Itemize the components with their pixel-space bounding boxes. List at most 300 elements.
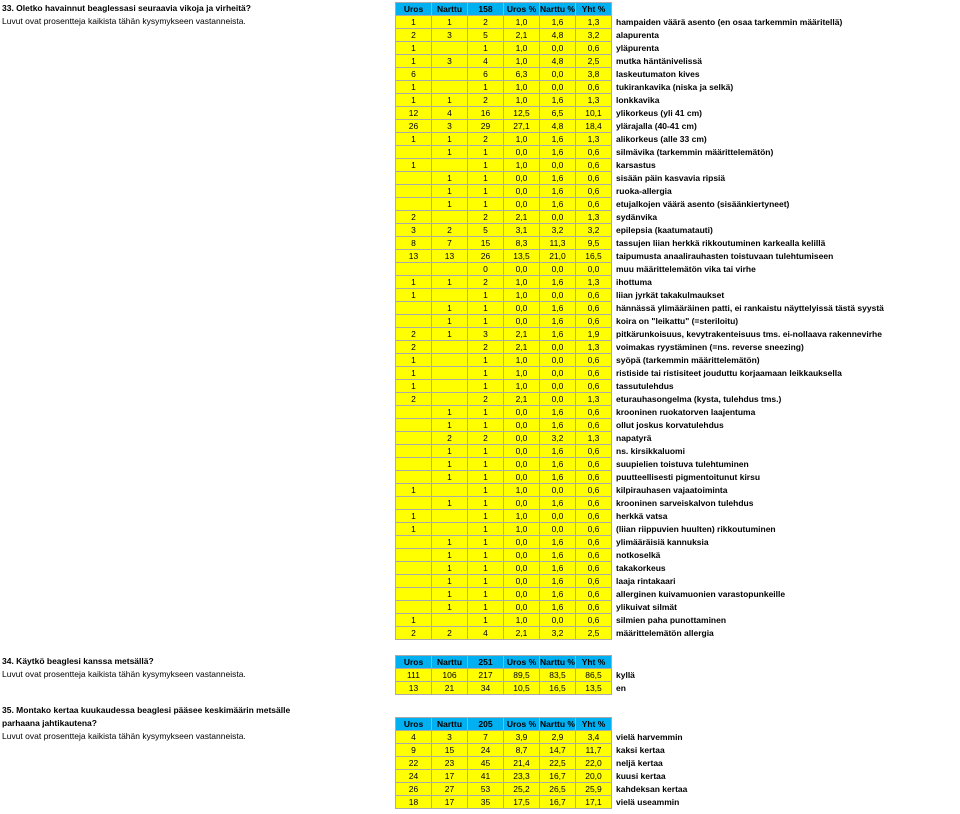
table-cell: 0,6: [576, 471, 612, 484]
row-label: ylikuivat silmät: [616, 602, 677, 612]
table-cell: 3,2: [540, 432, 576, 445]
table-cell: 4,8: [540, 120, 576, 133]
table-cell: 1,6: [540, 445, 576, 458]
table-row: [396, 588, 917, 601]
table-row: [396, 263, 917, 276]
question-35-note: Luvut ovat prosentteja kaikista tähän kysymykseen vastanneista.: [2, 731, 246, 741]
row-label: voimakas ryystäminen (=ns. reverse sneezing): [616, 342, 804, 352]
table-cell: 1: [468, 354, 504, 367]
row-label: krooninen ruokatorven laajentuma: [616, 407, 756, 417]
table-cell: 1: [432, 471, 468, 484]
table-row: [396, 471, 917, 484]
table-row: [396, 682, 917, 695]
table-row: [396, 458, 917, 471]
row-label: ollut joskus korvatulehdus: [616, 420, 724, 430]
table-cell: 11,7: [576, 744, 612, 757]
table-cell: 1,3: [576, 432, 612, 445]
column-header: Uros: [396, 3, 432, 16]
table-cell: 6,3: [504, 68, 540, 81]
table-cell: [396, 497, 432, 510]
table-cell: 1: [396, 510, 432, 523]
table-cell: [396, 549, 432, 562]
column-header: Uros: [396, 718, 432, 731]
table-cell: 0,0: [540, 42, 576, 55]
table-row: [396, 614, 917, 627]
table-cell: 1: [468, 419, 504, 432]
table-cell: 9,5: [576, 237, 612, 250]
table-cell: 2: [468, 16, 504, 29]
table-cell: 5: [468, 224, 504, 237]
table-cell: 0,6: [576, 159, 612, 172]
header-spacer: [612, 656, 917, 669]
row-label: kyllä: [616, 670, 635, 680]
table-cell: 2,1: [504, 627, 540, 640]
table-cell: 3,2: [540, 224, 576, 237]
table-row: [396, 770, 917, 783]
question-33: [2, 2, 251, 28]
table-cell: 2: [396, 29, 432, 42]
table-cell: 1: [468, 146, 504, 159]
table-cell: 1: [468, 159, 504, 172]
table-row: [396, 211, 917, 224]
table-cell: 0,0: [504, 445, 540, 458]
table-cell: 21: [432, 682, 468, 695]
table-row: [396, 367, 917, 380]
table-cell: [396, 406, 432, 419]
table-cell: 45: [468, 757, 504, 770]
table-cell: 4,8: [540, 55, 576, 68]
table-cell: 0,6: [576, 562, 612, 575]
row-label: alapurenta: [616, 30, 659, 40]
table-cell: [432, 211, 468, 224]
table-cell: 1: [468, 445, 504, 458]
table-cell: 16: [468, 107, 504, 120]
table-cell: 1: [468, 198, 504, 211]
table-header-row: [396, 3, 917, 16]
table-cell: 1,6: [540, 276, 576, 289]
table-cell: 1,6: [540, 588, 576, 601]
table-cell: 0,6: [576, 81, 612, 94]
table-cell: 34: [468, 682, 504, 695]
table-cell: 26: [468, 250, 504, 263]
table-cell: 2,1: [504, 211, 540, 224]
table-cell: 24: [396, 770, 432, 783]
table-cell: 1,6: [540, 315, 576, 328]
table-cell: 0,6: [576, 549, 612, 562]
table-cell: 13: [396, 250, 432, 263]
row-label: vielä harvemmin: [616, 732, 683, 742]
row-label: suupielien toistuva tulehtuminen: [616, 459, 749, 469]
table-cell: 0,6: [576, 484, 612, 497]
table-cell: 1: [432, 562, 468, 575]
question-35: [2, 704, 290, 743]
table-cell: 0,6: [576, 601, 612, 614]
table-cell: 1: [396, 55, 432, 68]
table-cell: 1: [432, 172, 468, 185]
table-cell: 17: [432, 770, 468, 783]
table-cell: 1: [432, 458, 468, 471]
row-label: eturauhasongelma (kysta, tulehdus tms.): [616, 394, 782, 404]
table-cell: 0,6: [576, 42, 612, 55]
row-label: krooninen sarveiskalvon tulehdus: [616, 498, 754, 508]
table-cell: 1,6: [540, 601, 576, 614]
table-cell: 3,2: [540, 627, 576, 640]
table-row: [396, 796, 917, 809]
table-cell: 16,5: [540, 682, 576, 695]
table-cell: [432, 393, 468, 406]
table-cell: 89,5: [504, 669, 540, 682]
table-cell: 15: [468, 237, 504, 250]
table-cell: 1,6: [540, 458, 576, 471]
table-cell: 1: [432, 185, 468, 198]
table-cell: 0,0: [540, 523, 576, 536]
row-label: sisään päin kasvavia ripsiä: [616, 173, 726, 183]
table-cell: 16,5: [576, 250, 612, 263]
table-cell: 1: [468, 289, 504, 302]
table-cell: 2: [396, 627, 432, 640]
table-cell: 1,6: [540, 16, 576, 29]
table-cell: 1,3: [576, 393, 612, 406]
table-row: [396, 159, 917, 172]
table-cell: 1,6: [540, 562, 576, 575]
table-cell: 0,0: [504, 575, 540, 588]
table-cell: 1,0: [504, 510, 540, 523]
table-row: [396, 68, 917, 81]
table-cell: 83,5: [540, 669, 576, 682]
table-cell: [396, 575, 432, 588]
table-cell: 4: [468, 627, 504, 640]
table-cell: 1: [432, 328, 468, 341]
table-cell: 0,6: [576, 146, 612, 159]
table-cell: 1,3: [576, 133, 612, 146]
question-34-note: Luvut ovat prosentteja kaikista tähän kysymykseen vastanneista.: [2, 669, 246, 679]
table-row: [396, 133, 917, 146]
column-header: 158: [468, 3, 504, 16]
table-cell: 0,6: [576, 536, 612, 549]
table-row: [396, 354, 917, 367]
table-row: [396, 445, 917, 458]
table-cell: 0,0: [504, 588, 540, 601]
table-cell: 1: [396, 81, 432, 94]
table-cell: 3,9: [504, 731, 540, 744]
table-cell: 1: [468, 471, 504, 484]
table-cell: 41: [468, 770, 504, 783]
row-label: etujalkojen väärä asento (sisäänkiertyneet): [616, 199, 790, 209]
table-row: [396, 224, 917, 237]
table-cell: 1,6: [540, 406, 576, 419]
table-cell: 1,3: [576, 211, 612, 224]
table-cell: 1: [468, 575, 504, 588]
row-label: takakorkeus: [616, 563, 666, 573]
table-cell: 1: [468, 562, 504, 575]
row-label: karsastus: [616, 160, 656, 170]
table-cell: 8,7: [504, 744, 540, 757]
table-cell: [396, 432, 432, 445]
table-cell: 0,0: [540, 81, 576, 94]
table-cell: 1: [468, 302, 504, 315]
table-row: [396, 419, 917, 432]
table-cell: 106: [432, 669, 468, 682]
table-cell: 1,6: [540, 497, 576, 510]
table-cell: 0,0: [504, 549, 540, 562]
header-spacer: [612, 3, 917, 16]
table-cell: [396, 471, 432, 484]
table-cell: 0,6: [576, 497, 612, 510]
table-cell: 1,0: [504, 523, 540, 536]
table-cell: [432, 614, 468, 627]
table-cell: 2,5: [576, 627, 612, 640]
table-cell: 1: [468, 185, 504, 198]
row-label: en: [616, 683, 626, 693]
table-cell: 1: [468, 315, 504, 328]
table-cell: [396, 172, 432, 185]
row-label: tukirankavika (niska ja selkä): [616, 82, 734, 92]
question-35-table: [395, 717, 917, 809]
table-row: [396, 549, 917, 562]
table-cell: 0,6: [576, 588, 612, 601]
table-row: [396, 276, 917, 289]
table-cell: 0,6: [576, 302, 612, 315]
table-cell: 1: [396, 614, 432, 627]
row-label: taipumusta anaalirauhasten toistuvaan tulehtumiseen: [616, 251, 834, 261]
table-cell: 4: [468, 55, 504, 68]
table-cell: 2: [468, 94, 504, 107]
table-cell: 1,0: [504, 133, 540, 146]
table-row: [396, 484, 917, 497]
table-cell: 17: [432, 796, 468, 809]
table-cell: 0,6: [576, 458, 612, 471]
table-cell: 0,0: [504, 315, 540, 328]
table-cell: 13: [432, 250, 468, 263]
row-label: ylärajalla (40-41 cm): [616, 121, 697, 131]
table-cell: 1: [432, 302, 468, 315]
table-cell: 0,0: [540, 614, 576, 627]
table-cell: 23: [432, 757, 468, 770]
column-header: Uros %: [504, 3, 540, 16]
table-cell: 24: [468, 744, 504, 757]
table-cell: 0,0: [504, 536, 540, 549]
table-cell: 2: [432, 224, 468, 237]
table-row: [396, 250, 917, 263]
table-cell: 25,2: [504, 783, 540, 796]
table-cell: [396, 562, 432, 575]
table-cell: 0,6: [576, 523, 612, 536]
table-cell: 3,2: [576, 29, 612, 42]
table-cell: 7: [432, 237, 468, 250]
row-label: ylikorkeus (yli 41 cm): [616, 108, 702, 118]
table-row: [396, 146, 917, 159]
table-cell: 21,0: [540, 250, 576, 263]
row-label: sydänvika: [616, 212, 658, 222]
table-cell: 3,4: [576, 731, 612, 744]
row-label: allerginen kuivamuonien varastopunkeille: [616, 589, 786, 599]
table-cell: 0,0: [540, 484, 576, 497]
table-cell: 1,0: [504, 289, 540, 302]
table-cell: 1,6: [540, 471, 576, 484]
table-cell: 10,1: [576, 107, 612, 120]
table-cell: 1: [432, 549, 468, 562]
table-cell: 1: [396, 94, 432, 107]
table-cell: 18: [396, 796, 432, 809]
table-row: [396, 757, 917, 770]
row-label: herkkä vatsa: [616, 511, 668, 521]
table-cell: 0,6: [576, 575, 612, 588]
table-cell: 0,6: [576, 614, 612, 627]
table-row: [396, 562, 917, 575]
row-label: hampaiden väärä asento (en osaa tarkemmin määritellä): [616, 17, 843, 27]
table-cell: 16,7: [540, 796, 576, 809]
table-cell: 1: [396, 354, 432, 367]
table-cell: 12: [396, 107, 432, 120]
table-cell: 1: [396, 42, 432, 55]
table-cell: 1: [432, 536, 468, 549]
table-row: [396, 81, 917, 94]
table-cell: 1: [432, 315, 468, 328]
table-cell: 1,6: [540, 146, 576, 159]
row-label: pitkärunkoisuus, kevytrakenteisuus tms. ei-nollaava rakennevirhe: [616, 329, 882, 339]
table-cell: 2,9: [540, 731, 576, 744]
row-label: kahdeksan kertaa: [616, 784, 688, 794]
table-cell: 1,6: [540, 302, 576, 315]
column-header: Yht %: [576, 718, 612, 731]
table-cell: 1: [432, 94, 468, 107]
row-label: tassujen liian herkkä rikkoutuminen karkealla kelillä: [616, 238, 826, 248]
table-cell: 4: [396, 731, 432, 744]
table-cell: 0,0: [540, 367, 576, 380]
table-cell: 0,6: [576, 419, 612, 432]
table-cell: 1: [432, 276, 468, 289]
table-cell: [432, 341, 468, 354]
table-cell: 1: [432, 198, 468, 211]
table-cell: [396, 536, 432, 549]
table-cell: [432, 354, 468, 367]
column-header: Narttu: [432, 3, 468, 16]
table-cell: 13: [396, 682, 432, 695]
table-cell: 35: [468, 796, 504, 809]
question-34-title: 34. Käytkö beaglesi kanssa metsällä?: [2, 656, 154, 666]
table-cell: 14,7: [540, 744, 576, 757]
table-cell: 7: [468, 731, 504, 744]
table-cell: 1,6: [540, 172, 576, 185]
table-cell: 1: [468, 601, 504, 614]
table-cell: 23,3: [504, 770, 540, 783]
table-row: [396, 744, 917, 757]
table-cell: 2,1: [504, 328, 540, 341]
table-cell: 2: [468, 432, 504, 445]
table-cell: 0,6: [576, 315, 612, 328]
table-cell: 3: [432, 29, 468, 42]
table-cell: 2: [468, 341, 504, 354]
table-cell: 1,0: [504, 42, 540, 55]
table-cell: 1: [432, 588, 468, 601]
table-cell: 22,0: [576, 757, 612, 770]
table-cell: 3: [432, 731, 468, 744]
table-header-row: [396, 718, 917, 731]
table-cell: 1,3: [576, 16, 612, 29]
table-cell: 1: [396, 484, 432, 497]
table-cell: 25,9: [576, 783, 612, 796]
column-header: 251: [468, 656, 504, 669]
table-row: [396, 198, 917, 211]
table-row: [396, 406, 917, 419]
table-cell: 1,3: [576, 94, 612, 107]
table-cell: [396, 445, 432, 458]
table-cell: 1: [468, 523, 504, 536]
table-cell: 1: [396, 16, 432, 29]
row-label: kilpirauhasen vajaatoiminta: [616, 485, 728, 495]
table-cell: 1: [432, 146, 468, 159]
row-label: ns. kirsikkaluomi: [616, 446, 685, 456]
table-cell: 2,5: [576, 55, 612, 68]
table-header-row: [396, 656, 917, 669]
table-cell: 1,0: [504, 55, 540, 68]
table-cell: 0,6: [576, 198, 612, 211]
table-cell: 4: [432, 107, 468, 120]
table-cell: 22,5: [540, 757, 576, 770]
table-cell: 6: [396, 68, 432, 81]
row-label: notkoselkä: [616, 550, 661, 560]
row-label: puutteellisesti pigmentoitunut kirsu: [616, 472, 761, 482]
table-cell: 1,3: [576, 276, 612, 289]
table-cell: 26,5: [540, 783, 576, 796]
table-cell: [432, 68, 468, 81]
table-cell: 1: [468, 549, 504, 562]
question-33-note: Luvut ovat prosentteja kaikista tähän kysymykseen vastanneista.: [2, 16, 246, 26]
table-cell: 5: [468, 29, 504, 42]
table-cell: 0,0: [540, 354, 576, 367]
table-cell: 0,6: [576, 185, 612, 198]
table-cell: 0,0: [504, 562, 540, 575]
table-cell: 1: [468, 81, 504, 94]
table-cell: 1: [432, 601, 468, 614]
table-cell: 1: [396, 289, 432, 302]
table-cell: 1,0: [504, 81, 540, 94]
table-cell: [432, 42, 468, 55]
table-cell: [396, 601, 432, 614]
table-cell: 1,0: [504, 367, 540, 380]
table-cell: 1,0: [504, 484, 540, 497]
table-cell: 0,6: [576, 289, 612, 302]
table-cell: 0,0: [540, 263, 576, 276]
table-cell: 3,8: [576, 68, 612, 81]
row-label: määrittelemätön allergia: [616, 628, 714, 638]
table-cell: [396, 419, 432, 432]
table-cell: 1,6: [540, 549, 576, 562]
table-cell: 1: [396, 523, 432, 536]
row-label: laaja rintakaari: [616, 576, 676, 586]
table-cell: 2,1: [504, 393, 540, 406]
table-cell: 1: [432, 497, 468, 510]
question-33-table: [395, 2, 917, 640]
table-cell: 1,6: [540, 94, 576, 107]
row-label: mutka häntänivelissä: [616, 56, 702, 66]
table-cell: 0,0: [540, 341, 576, 354]
column-header: Uros %: [504, 656, 540, 669]
table-row: [396, 523, 917, 536]
table-cell: 1,0: [504, 614, 540, 627]
table-cell: 1: [468, 588, 504, 601]
table-cell: 2: [396, 328, 432, 341]
table-cell: 0,6: [576, 172, 612, 185]
row-label: epilepsia (kaatumatauti): [616, 225, 713, 235]
table-cell: 0,0: [504, 172, 540, 185]
table-cell: 2,1: [504, 29, 540, 42]
row-label: silmien paha punottaminen: [616, 615, 727, 625]
column-header: Uros: [396, 656, 432, 669]
table-cell: 0,0: [504, 471, 540, 484]
table-cell: 16,7: [540, 770, 576, 783]
table-cell: [432, 484, 468, 497]
